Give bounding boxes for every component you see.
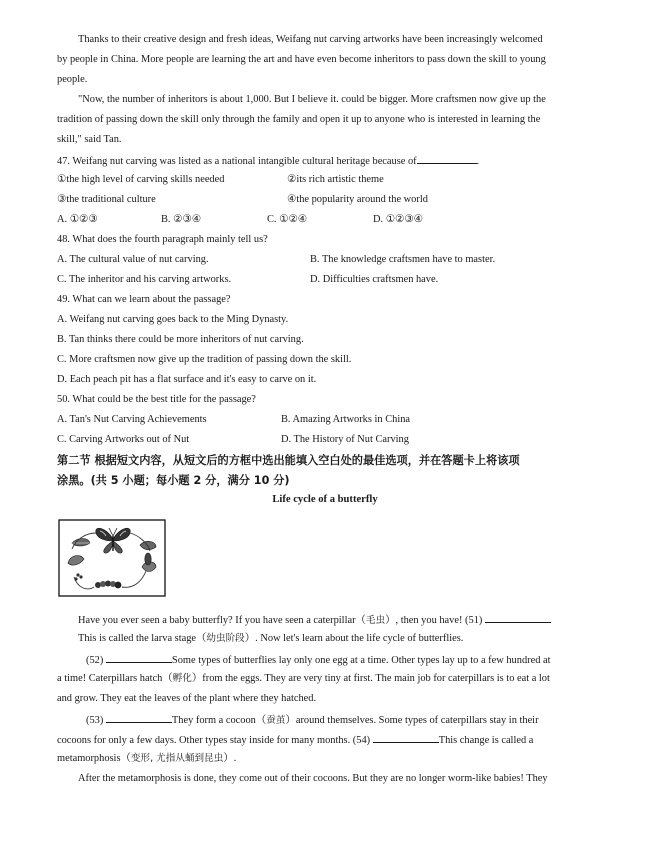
- question-47-stem: 47. Weifang nut carving was listed as a national intangible cultural heritage because of .: [57, 153, 602, 169]
- question-48-stem: 48. What does the fourth paragraph mainly tell us?: [57, 234, 268, 245]
- passage-2-line: metamorphosis（变形, 尤指从蛹到昆虫）.: [57, 753, 237, 764]
- butterfly-life-cycle-illustration: [58, 519, 166, 597]
- passage-2-line: and grow. They eat the leaves of the plant where they hatched.: [57, 693, 317, 704]
- passage-2-line: Have you ever seen a baby butterfly? If you have seen a caterpillar（毛虫）, then you have! (51): [78, 612, 602, 628]
- passage-2-line: (53) They form a cocoon（蚕茧）around themselves. Some types of caterpillars stay in their: [86, 712, 602, 728]
- passage-2-line: (52) Some types of butterflies lay only one egg at a time. Other types lay up to a few hundred at: [86, 652, 602, 668]
- q47-statement-3: ③the traditional culture: [57, 194, 156, 205]
- passage-line: by people in China. More people are learning the art and have even become inheritors to pass down the skill to young: [57, 54, 546, 65]
- passage-2-line: This is called the larva stage（幼虫阶段）. Now let's learn about the life cycle of butterflies.: [78, 633, 464, 644]
- passage-2-line: cocoons for only a few days. Other types stay inside for many months. (54) This change is called a: [57, 732, 602, 748]
- chrysalis-icon: [145, 553, 151, 565]
- answer-blank: [417, 153, 477, 164]
- passage-line: tradition of passing down the skill only through the family and open it up to anyone who is interested in learning the: [57, 114, 541, 125]
- passage-2-line: After the metamorphosis is done, they come out of their cocoons. But they are no longer worm-like babies! They: [78, 773, 548, 784]
- blank-54: [373, 732, 439, 743]
- q48-option-d[interactable]: D. Difficulties craftsmen have.: [310, 274, 439, 285]
- section-2-instructions: 涂黑。(共 5 小题；每小题 2 分，满分 10 分): [57, 474, 290, 487]
- q49-option-b[interactable]: B. Tan thinks there could be more inheritors of nut carving.: [57, 334, 304, 345]
- q47-statement-1: ①the high level of carving skills needed: [57, 174, 225, 185]
- passage-line: Thanks to their creative design and fresh ideas, Weifang nut carving artworks have been increasingly welcomed: [78, 34, 543, 45]
- blank-52: [106, 652, 172, 663]
- q48-option-b[interactable]: B. The knowledge craftsmen have to master.: [310, 254, 496, 265]
- q47-option-b[interactable]: B. ②③④: [161, 214, 202, 225]
- q49-option-c[interactable]: C. More craftsmen now give up the tradition of passing down the skill.: [57, 354, 352, 365]
- q48-option-a[interactable]: A. The cultural value of nut carving.: [57, 254, 209, 265]
- q47-statement-2: ②its rich artistic theme: [287, 174, 384, 185]
- q47-option-c[interactable]: C. ①②④: [267, 214, 308, 225]
- q47-option-d[interactable]: D. ①②③④: [373, 214, 423, 225]
- passage-title: Life cycle of a butterfly: [272, 494, 378, 505]
- passage-2-line: a time! Caterpillars hatch（孵化）from the eggs. They are very tiny at first. The main job for caterpillars is to eat a lot: [57, 673, 550, 684]
- q49-option-a[interactable]: A. Weifang nut carving goes back to the Ming Dynasty.: [57, 314, 289, 325]
- question-49-stem: 49. What can we learn about the passage?: [57, 294, 231, 305]
- blank-53: [106, 712, 172, 723]
- q48-option-c[interactable]: C. The inheritor and his carving artworks.: [57, 274, 232, 285]
- section-2-instructions: 第二节 根据短文内容，从短文后的方框中选出能填入空白处的最佳选项，并在答题卡上将该项: [57, 454, 520, 467]
- q49-option-d[interactable]: D. Each peach pit has a flat surface and it's easy to carve on it.: [57, 374, 317, 385]
- q47-statement-4: ④the popularity around the world: [287, 194, 428, 205]
- q50-option-b[interactable]: B. Amazing Artworks in China: [281, 414, 411, 425]
- passage-line: skill," said Tan.: [57, 134, 122, 145]
- q50-option-a[interactable]: A. Tan's Nut Carving Achievements: [57, 414, 207, 425]
- q50-option-c[interactable]: C. Carving Artworks out of Nut: [57, 434, 190, 445]
- passage-line: people.: [57, 74, 88, 85]
- question-50-stem: 50. What could be the best title for the passage?: [57, 394, 256, 405]
- blank-51: [485, 612, 551, 623]
- q50-option-d[interactable]: D. The History of Nut Carving: [281, 434, 409, 445]
- q47-option-a[interactable]: A. ①②③: [57, 214, 98, 225]
- passage-line: "Now, the number of inheritors is about 1,000. But I believe it. could be bigger. More craftsmen now give up the: [78, 94, 546, 105]
